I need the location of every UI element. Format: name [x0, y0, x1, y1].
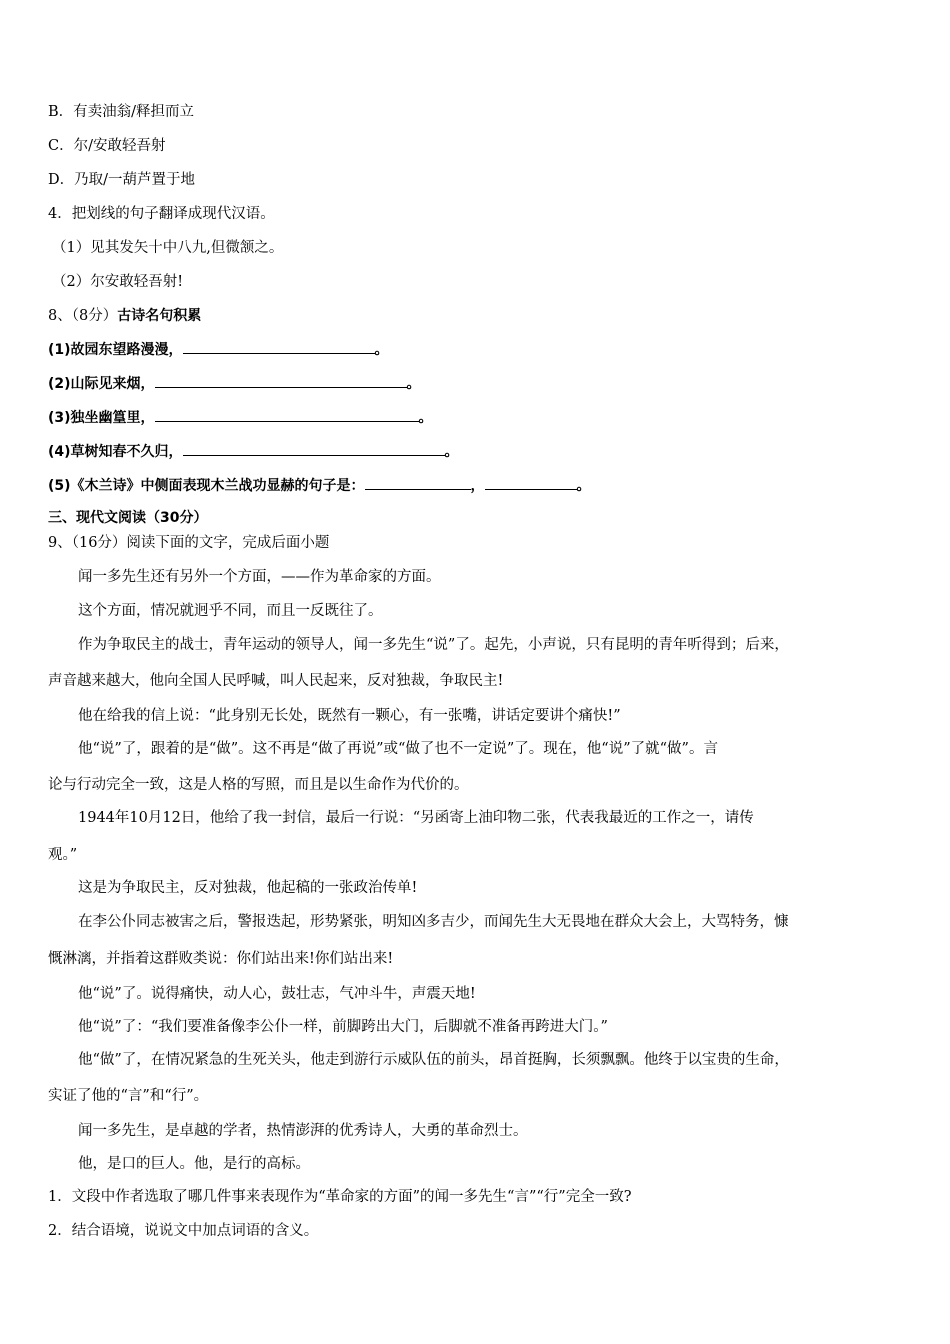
q8-title: 古诗名句积累: [117, 308, 202, 324]
q8-item-2: [48, 374, 421, 394]
passage-line: 闻一多先生还有另外一个方面，——作为革命家的方面。: [78, 569, 441, 585]
q8-item-4: [48, 442, 459, 462]
passage-line: 他“说”了：“我们要准备像李公仆一样，前脚跨出大门，后脚就不准备再跨进大门。”: [78, 1019, 608, 1035]
passage-line: 1944年10月12日，他给了我一封信，最后一行说：“另函寄上油印物二张，代表我最近的工作之一，请传: [78, 810, 754, 826]
passage-line: 声音越来越大，他向全国人民呼喊，叫人民起来，反对独裁，争取民主!: [48, 673, 504, 689]
answer-blank[interactable]: [155, 374, 407, 388]
answer-blank[interactable]: [485, 476, 577, 490]
q8-item-3-end: 。: [418, 410, 433, 426]
passage-line: 他，是口的巨人。他，是行的高标。: [78, 1156, 310, 1172]
q8-item-2-end: 。: [406, 376, 421, 392]
option-c: C．尔/安敢轻吾射: [48, 138, 166, 154]
q8-item-1-end: 。: [374, 342, 389, 358]
question-1: 1．文段中作者选取了哪几件事来表现作为“革命家的方面”的闻一多先生“言”“行”完全一致?: [48, 1189, 632, 1205]
q8-item-5-text: (5)《木兰诗》中侧面表现木兰战功显赫的句子是：: [48, 478, 365, 494]
passage-line: 在李公仆同志被害之后，警报迭起，形势紧张，明知凶多吉少，而闻先生大无畏地在群众大会上，大骂特务，慷: [78, 914, 789, 930]
q8-item-1: [48, 340, 389, 360]
q8-item-2-text: (2)山际见来烟，: [48, 376, 155, 392]
passage-line: 他在给我的信上说：“此身别无长处，既然有一颗心，有一张嘴，讲话定要讲个痛快!”: [78, 708, 621, 724]
answer-blank[interactable]: [183, 442, 445, 456]
q8-number: 8、（8分）: [48, 308, 118, 324]
q8-item-1-text: (1)故园东望路漫漫，: [48, 342, 183, 358]
passage-line: 观。”: [48, 847, 78, 863]
passage-line: 这是为争取民主，反对独裁，他起稿的一张政治传单!: [78, 880, 418, 896]
q8-item-5-sep: ，: [470, 478, 485, 494]
answer-blank[interactable]: [183, 340, 375, 354]
passage-line: 这个方面，情况就迥乎不同，而且一反既往了。: [78, 603, 383, 619]
passage-line: 论与行动完全一致，这是人格的写照，而且是以生命作为代价的。: [48, 777, 469, 793]
q8-item-4-text: (4)草树知春不久归，: [48, 444, 183, 460]
passage-line: 他“说”了，跟着的是“做”。这不再是“做了再说”或“做了也不一定说”了。现在，他“说”了就“做”。言: [78, 741, 718, 757]
answer-blank[interactable]: [365, 476, 471, 490]
answer-blank[interactable]: [155, 408, 419, 422]
q8-header: [48, 306, 201, 326]
passage-line: 实证了他的“言”和“行”。: [48, 1088, 209, 1104]
question-2: 2．结合语境，说说文中加点词语的含义。: [48, 1223, 319, 1239]
option-b: B．有卖油翁/释担而立: [48, 104, 195, 120]
q8-item-3-text: (3)独坐幽篁里，: [48, 410, 155, 426]
q8-item-5-end: 。: [576, 478, 591, 494]
q8-item-4-end: 。: [444, 444, 459, 460]
q8-item-5: [48, 476, 591, 496]
option-d: D．乃取/一葫芦置于地: [48, 172, 196, 188]
passage-line: 闻一多先生，是卓越的学者，热情澎湃的优秀诗人，大勇的革命烈士。: [78, 1123, 528, 1139]
q4-prompt: 4．把划线的句子翻译成现代汉语。: [48, 206, 275, 222]
q9-intro: 9、（16分）阅读下面的文字，完成后面小题: [48, 535, 330, 551]
passage-line: 他“说”了。说得痛快，动人心，鼓壮志，气冲斗牛，声震天地!: [78, 986, 476, 1002]
q8-item-3: [48, 408, 433, 428]
section3-heading: 三、现代文阅读（30分）: [48, 510, 208, 526]
passage-line: 他“做”了，在情况紧急的生死关头，他走到游行示威队伍的前头，昂首挺胸，长须飘飘。他终于以宝贵的生命，: [78, 1052, 789, 1068]
passage-line: 慨淋漓，并指着这群败类说：你们站出来!你们站出来!: [48, 951, 394, 967]
passage-line: 作为争取民主的战士，青年运动的领导人，闻一多先生“说”了。起先，小声说，只有昆明的青年听得到；后来，: [78, 637, 789, 653]
q4-item-1: （1）见其发矢十中八九,但微颔之。: [52, 240, 284, 256]
q4-item-2: （2）尔安敢轻吾射!: [52, 274, 184, 290]
